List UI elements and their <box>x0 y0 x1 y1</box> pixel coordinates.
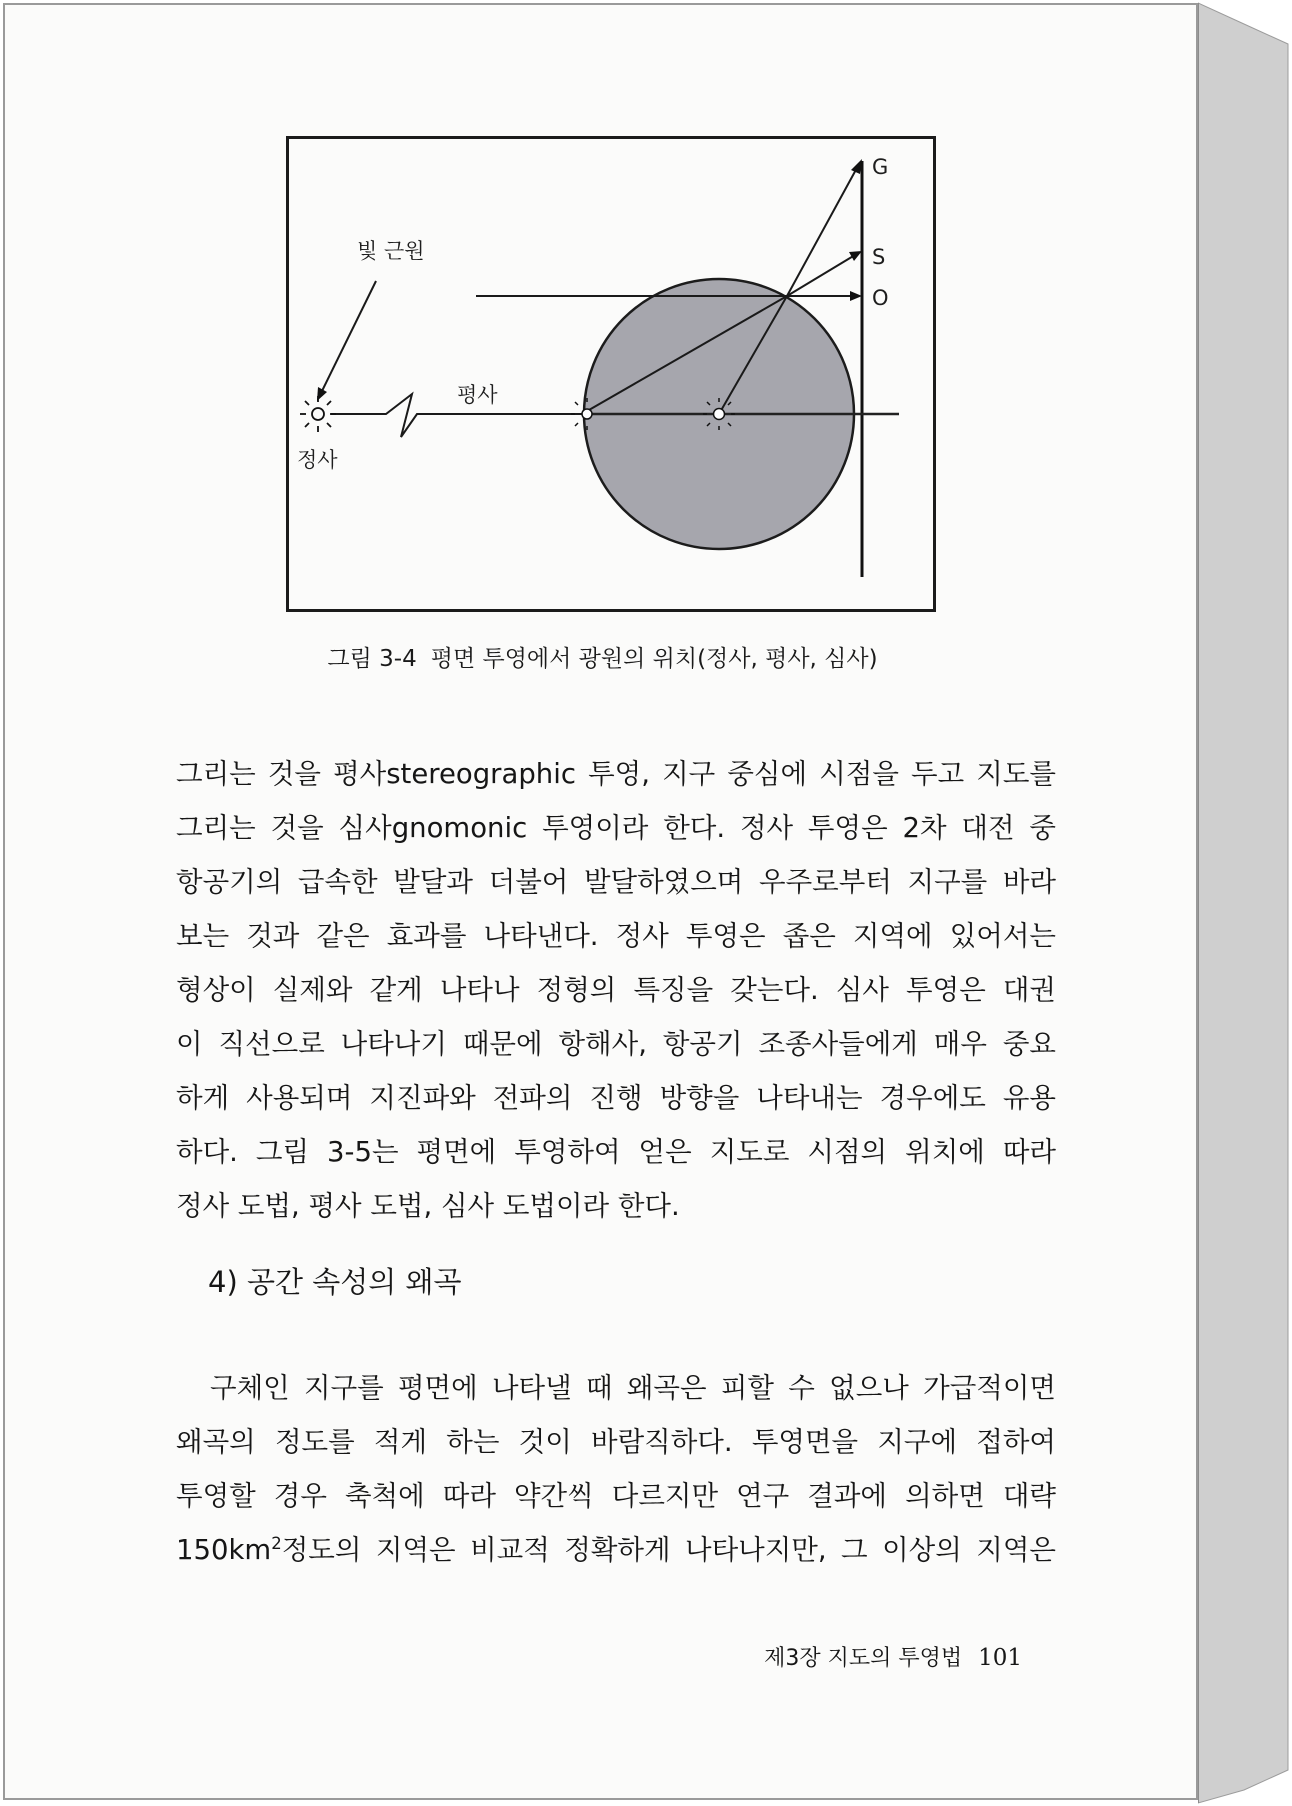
caption-text: 평면 투영에서 광원의 위치(정사, 평사, 심사) <box>430 646 878 672</box>
running-footer-chapter: 제3장 지도의 투영법 <box>764 1646 963 1671</box>
orthographic-label: 정사 <box>297 448 338 472</box>
ray-to-g <box>787 166 858 296</box>
section-heading: 4) 공간 속성의 왜곡 <box>208 1265 462 1299</box>
point-s-label: S <box>872 245 886 269</box>
caption-number: 그림 3-4 <box>327 646 417 672</box>
stereographic-label: 평사 <box>457 383 498 407</box>
area-exponent: 2 <box>271 1533 282 1553</box>
text-line: 투영할 경우 축척에 따라 약간씩 다르지만 연구 결과에 의하면 대략 <box>176 1480 1056 1512</box>
arrow-o <box>850 291 862 301</box>
page-number: 101 <box>978 1645 1022 1671</box>
projection-diagram <box>289 139 939 615</box>
text-line: 하게 사용되며 지진파와 전파의 진행 방향을 나타내는 경우에도 유용 <box>176 1082 1056 1114</box>
text-line: 그리는 것을 평사stereographic 투영, 지구 중심에 시점을 두고 지도를 <box>176 758 1056 790</box>
paragraph-1 <box>176 747 1056 1233</box>
text-line: 구체인 지구를 평면에 나타낼 때 왜곡은 피할 수 없으나 가급적이면 <box>210 1372 1056 1404</box>
text-line-rest: 정도의 지역은 비교적 정확하게 나타나지만, 그 이상의 지역은 <box>281 1534 1056 1566</box>
point-g-label: G <box>872 155 889 179</box>
text-line: 보는 것과 같은 효과를 나타낸다. 정사 투영은 좁은 지역에 있어서는 <box>176 920 1056 952</box>
book-edge <box>1198 0 1292 1806</box>
text-line: 그리는 것을 심사gnomonic 투영이라 한다. 정사 투영은 2차 대전 중 <box>176 812 1056 844</box>
text-line: 이 직선으로 나타나기 때문에 항해사, 항공기 조종사들에게 매우 중요 <box>176 1028 1056 1060</box>
sun-icon <box>300 396 336 432</box>
figure-3-4 <box>286 136 936 612</box>
light-source-label: 빛 근원 <box>357 239 425 263</box>
arrow-s <box>849 251 862 261</box>
text-line: 형상이 실제와 같게 나타나 정형의 특징을 갖는다. 심사 투영은 대권 <box>176 974 1056 1006</box>
paragraph-2 <box>176 1361 1056 1577</box>
text-line: 왜곡의 정도를 적게 하는 것이 바람직하다. 투영면을 지구에 접하여 <box>176 1426 1056 1458</box>
text-line: 하다. 그림 3-5는 평면에 투영하여 얻은 지도로 시점의 위치에 따라 <box>176 1136 1056 1168</box>
text-line <box>176 1523 1056 1577</box>
light-source-pointer <box>322 281 376 391</box>
text-line: 항공기의 급속한 발달과 더불어 발달하였으며 우주로부터 지구를 바라 <box>176 866 1056 898</box>
arrow-g <box>851 159 862 174</box>
book-page <box>3 3 1198 1800</box>
area-value: 150km <box>176 1534 272 1566</box>
point-o-label: O <box>872 286 889 310</box>
text-line: 정사 도법, 평사 도법, 심사 도법이라 한다. <box>176 1190 680 1222</box>
page-footer <box>764 1641 1022 1672</box>
figure-caption <box>5 640 1200 673</box>
